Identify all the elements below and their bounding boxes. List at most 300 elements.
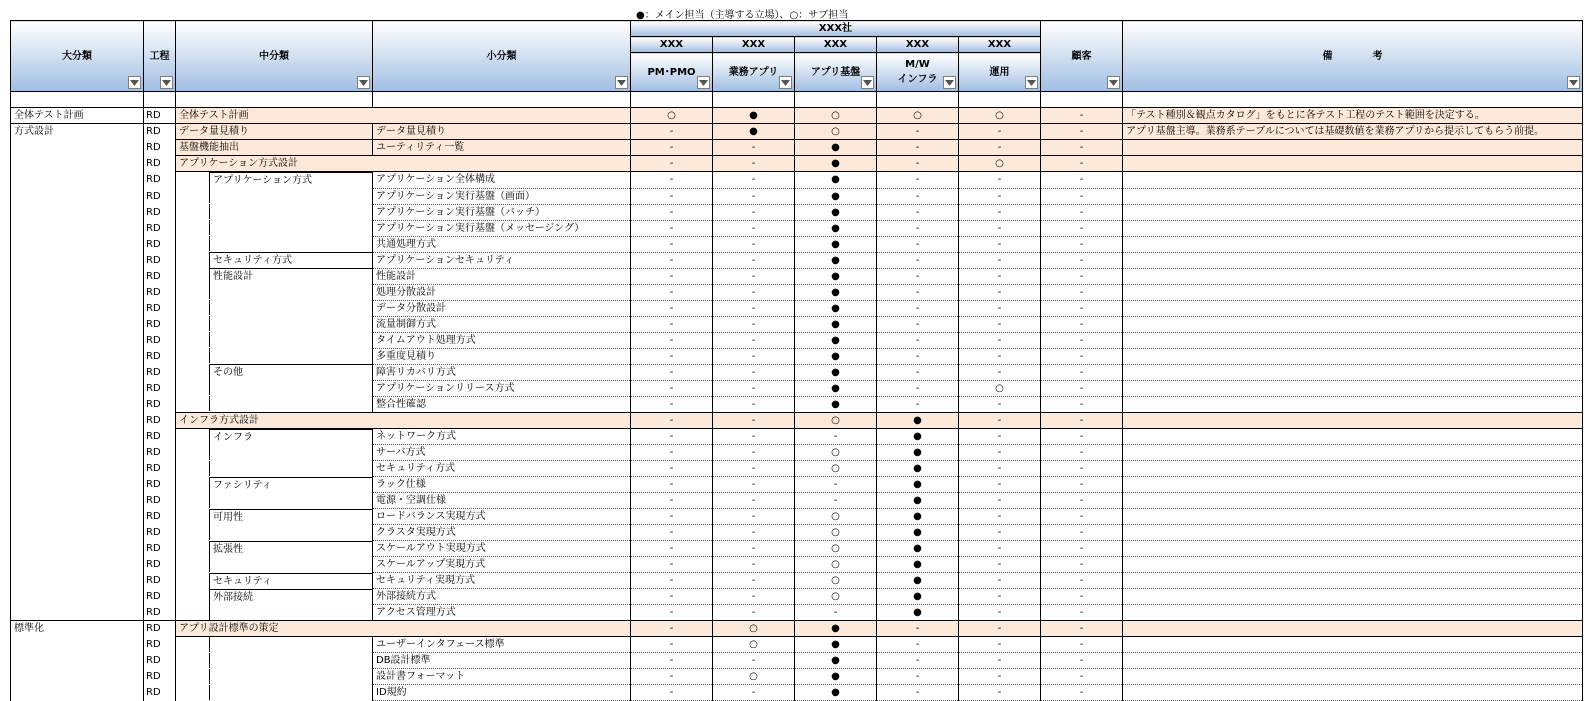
cell-mark: -: [1041, 589, 1123, 605]
filter-dropdown-icon[interactable]: [357, 76, 370, 89]
cell-sho: アプリケーション実行基盤（画面）: [373, 188, 631, 204]
cell-mark: -: [1041, 669, 1123, 685]
cell-mark: ●: [795, 621, 877, 637]
cell-mark: -: [631, 525, 713, 541]
cell-mark: ●: [795, 332, 877, 348]
cell-mark: -: [713, 188, 795, 204]
cell-mark: ○: [795, 412, 877, 428]
table-row[interactable]: [11, 204, 1583, 220]
cell-mark: -: [959, 220, 1041, 236]
cell-kotei: RD: [144, 573, 176, 589]
table-row[interactable]: [11, 284, 1583, 300]
cell-note: [1123, 669, 1583, 685]
table-row[interactable]: [11, 653, 1583, 669]
cell-chu: 基盤機能抽出: [176, 140, 373, 156]
cell-mid-label: 拡張性: [213, 543, 243, 555]
cell-mark: ●: [795, 252, 877, 268]
cell-sho: セキュリティ方式: [373, 461, 631, 477]
cell-mark: ●: [713, 108, 795, 124]
cell-mid-label: セキュリティ方式: [213, 255, 292, 266]
cell-note: [1123, 637, 1583, 653]
cell-mark: ○: [959, 108, 1041, 124]
cell-mark: -: [631, 396, 713, 412]
cell-mark: -: [959, 477, 1041, 493]
cell-dai: [11, 284, 144, 300]
cell-mark: -: [959, 445, 1041, 461]
cell-mark: -: [631, 284, 713, 300]
table-row[interactable]: [11, 541, 1583, 557]
cell-dai: [11, 364, 144, 380]
filter-dropdown-icon[interactable]: [697, 76, 710, 89]
cell-mark: -: [959, 348, 1041, 364]
cell-mark: ●: [877, 541, 959, 557]
table-row[interactable]: [11, 108, 1583, 124]
cell-mark: ○: [713, 621, 795, 637]
cell-mark: -: [1041, 156, 1123, 172]
cell-mark: ○: [959, 380, 1041, 396]
cell-dai: [11, 653, 144, 669]
cell-mark: ○: [877, 108, 959, 124]
cell-mark: -: [713, 236, 795, 252]
cell-dai: [11, 428, 144, 445]
cell-mid-label: 可用性: [213, 511, 243, 523]
cell-kotei: RD: [144, 172, 176, 189]
cell-mark: -: [1041, 428, 1123, 445]
cell-mark: ●: [877, 509, 959, 525]
filter-dropdown-icon[interactable]: [943, 76, 956, 89]
cell-kotei: RD: [144, 220, 176, 236]
cell-mark: -: [631, 124, 713, 140]
cell-mark: ○: [795, 573, 877, 589]
cell-note: [1123, 525, 1583, 541]
cell-mark: ●: [877, 573, 959, 589]
cell-sho: 共通処理方式: [373, 236, 631, 252]
cell-note: [1123, 140, 1583, 156]
cell-note: [1123, 412, 1583, 428]
cell-mark: ●: [877, 412, 959, 428]
cell-mark: ●: [795, 380, 877, 396]
cell-kotei: RD: [144, 428, 176, 445]
cell-mark: ○: [795, 557, 877, 573]
table-row[interactable]: [11, 637, 1583, 653]
cell-chu: [176, 589, 373, 605]
cell-note: [1123, 541, 1583, 557]
header-role: PM･PMO: [631, 53, 713, 92]
table-row[interactable]: [11, 140, 1583, 156]
header-kotei: 工程: [144, 21, 176, 92]
cell-mark: -: [1041, 445, 1123, 461]
table-row[interactable]: [11, 477, 1583, 493]
cell-mark: -: [713, 172, 795, 189]
table-row[interactable]: [11, 268, 1583, 284]
cell-chu: [176, 204, 373, 220]
cell-kotei: RD: [144, 332, 176, 348]
cell-mark: -: [713, 364, 795, 380]
cell-kotei: RD: [144, 380, 176, 396]
cell-chu: [176, 348, 373, 364]
cell-mark: -: [877, 236, 959, 252]
filter-dropdown-icon[interactable]: [1025, 76, 1038, 89]
cell-kotei: RD: [144, 605, 176, 621]
cell-dai: [11, 316, 144, 332]
cell-note: [1123, 204, 1583, 220]
cell-mark: -: [877, 316, 959, 332]
cell-mark: ●: [795, 364, 877, 380]
cell-mark: -: [631, 300, 713, 316]
header-sho: 小分類: [373, 21, 631, 92]
cell-mark: -: [713, 445, 795, 461]
cell-note: [1123, 316, 1583, 332]
table-row[interactable]: [11, 380, 1583, 396]
cell-dai: [11, 348, 144, 364]
cell-chu: 全体テスト計画: [176, 108, 373, 124]
filter-dropdown-icon[interactable]: [1567, 76, 1580, 89]
cell-mark: -: [877, 156, 959, 172]
cell-note: [1123, 685, 1583, 701]
cell-mark: -: [1041, 380, 1123, 396]
cell-sho: アプリケーション実行基盤（バッチ）: [373, 204, 631, 220]
cell-note: [1123, 268, 1583, 284]
cell-mark: -: [959, 124, 1041, 140]
cell-chu: [176, 332, 373, 348]
cell-mid-label: 性能設計: [213, 271, 253, 282]
cell-note: [1123, 605, 1583, 621]
cell-mark: -: [1041, 605, 1123, 621]
cell-mark: -: [631, 493, 713, 509]
cell-note: [1123, 573, 1583, 589]
cell-mark: ○: [713, 669, 795, 685]
cell-mark: -: [713, 493, 795, 509]
cell-dai: [11, 557, 144, 573]
table-row[interactable]: [11, 412, 1583, 428]
cell-sho: 設計書フォーマット: [373, 669, 631, 685]
cell-chu: インフラ方式設計: [176, 412, 373, 428]
cell-mark: -: [713, 509, 795, 525]
cell-kotei: RD: [144, 108, 176, 124]
table-row[interactable]: [11, 557, 1583, 573]
cell-mark: -: [631, 364, 713, 380]
table-row[interactable]: [11, 525, 1583, 541]
cell-dai: [11, 380, 144, 396]
cell-mark: ●: [795, 669, 877, 685]
cell-note: 「テスト種別＆観点カタログ」をもとに各テスト工程のテスト範囲を決定する。: [1123, 108, 1583, 124]
cell-sho: [373, 621, 631, 637]
cell-kotei: RD: [144, 621, 176, 637]
header-company: XXX社: [631, 21, 1041, 37]
cell-mark: ●: [795, 204, 877, 220]
cell-mark: -: [1041, 541, 1123, 557]
cell-chu: [176, 573, 373, 589]
cell-sho: タイムアウト処理方式: [373, 332, 631, 348]
cell-dai: [11, 541, 144, 557]
cell-dai: [11, 493, 144, 509]
cell-dai: 全体テスト計画: [11, 108, 144, 124]
cell-mark: -: [877, 348, 959, 364]
cell-kotei: RD: [144, 557, 176, 573]
header-role: 業務アプリ: [713, 53, 795, 92]
cell-mark: -: [713, 525, 795, 541]
filter-dropdown-icon[interactable]: [1107, 76, 1120, 89]
cell-mark: -: [631, 637, 713, 653]
cell-sho: アプリケーション実行基盤（メッセージング）: [373, 220, 631, 236]
cell-mark: ●: [877, 428, 959, 445]
filter-dropdown-icon[interactable]: [615, 76, 628, 89]
table-row[interactable]: [11, 252, 1583, 268]
cell-mark: -: [631, 589, 713, 605]
cell-sho: アプリケーションリリース方式: [373, 380, 631, 396]
cell-note: [1123, 252, 1583, 268]
cell-sho: [373, 412, 631, 428]
cell-mark: -: [795, 428, 877, 445]
cell-chu: [176, 445, 373, 461]
table-row[interactable]: [11, 621, 1583, 637]
table-row[interactable]: [11, 589, 1583, 605]
table-row[interactable]: [11, 220, 1583, 236]
cell-note: [1123, 461, 1583, 477]
cell-mark: -: [713, 605, 795, 621]
cell-chu: [176, 188, 373, 204]
cell-mark: -: [631, 573, 713, 589]
cell-dai: [11, 477, 144, 493]
cell-mark: ●: [795, 188, 877, 204]
cell-mark: -: [877, 621, 959, 637]
cell-dai: [11, 332, 144, 348]
cell-note: [1123, 477, 1583, 493]
cell-mark: -: [959, 653, 1041, 669]
cell-sho: ロードバランス実現方式: [373, 509, 631, 525]
cell-mark: -: [1041, 461, 1123, 477]
header-role: アプリ基盤: [795, 53, 877, 92]
cell-mark: ●: [795, 284, 877, 300]
cell-mark: ●: [877, 605, 959, 621]
cell-mark: ●: [795, 300, 877, 316]
cell-mark: -: [713, 156, 795, 172]
cell-mark: -: [959, 364, 1041, 380]
cell-mark: -: [877, 204, 959, 220]
cell-kotei: RD: [144, 541, 176, 557]
table-row[interactable]: [11, 685, 1583, 701]
cell-note: [1123, 188, 1583, 204]
cell-mark: -: [631, 557, 713, 573]
cell-mark: -: [877, 140, 959, 156]
cell-note: [1123, 621, 1583, 637]
cell-dai: [11, 412, 144, 428]
cell-mark: -: [877, 124, 959, 140]
cell-mark: -: [877, 380, 959, 396]
cell-chu: [176, 541, 373, 557]
cell-sho: ラック仕様: [373, 477, 631, 493]
cell-note: [1123, 428, 1583, 445]
cell-mark: -: [959, 557, 1041, 573]
cell-mark: -: [959, 589, 1041, 605]
cell-mark: -: [1041, 316, 1123, 332]
cell-mark: -: [713, 653, 795, 669]
cell-mark: -: [877, 188, 959, 204]
cell-kotei: RD: [144, 300, 176, 316]
cell-mark: -: [1041, 621, 1123, 637]
cell-mark: -: [631, 445, 713, 461]
cell-mark: -: [713, 140, 795, 156]
cell-mark: -: [631, 685, 713, 701]
cell-sho: 処理分散設計: [373, 284, 631, 300]
cell-mark: -: [713, 541, 795, 557]
cell-chu: [176, 477, 373, 493]
cell-dai: [11, 188, 144, 204]
cell-chu: [176, 396, 373, 412]
cell-chu: データ量見積り: [176, 124, 373, 140]
cell-mid-label: セキュリティ: [213, 575, 272, 587]
cell-dai: [11, 396, 144, 412]
cell-mark: -: [877, 396, 959, 412]
cell-mark: -: [1041, 332, 1123, 348]
table-row[interactable]: [11, 493, 1583, 509]
cell-mark: -: [631, 140, 713, 156]
cell-mark: -: [713, 252, 795, 268]
header-dai: 大分類: [11, 21, 144, 92]
cell-dai: [11, 669, 144, 685]
table-row[interactable]: [11, 236, 1583, 252]
cell-mark: -: [713, 284, 795, 300]
cell-mark: -: [877, 172, 959, 189]
cell-mark: -: [1041, 220, 1123, 236]
cell-mark: -: [959, 637, 1041, 653]
cell-mark: -: [631, 428, 713, 445]
cell-chu: [176, 685, 373, 701]
cell-chu: [176, 605, 373, 621]
cell-mark: ●: [877, 525, 959, 541]
cell-mark: -: [877, 669, 959, 685]
cell-mark: -: [1041, 140, 1123, 156]
cell-mark: -: [713, 204, 795, 220]
cell-dai: [11, 509, 144, 525]
cell-mark: -: [959, 525, 1041, 541]
cell-mark: -: [1041, 573, 1123, 589]
cell-sho: データ分散設計: [373, 300, 631, 316]
table-row[interactable]: [11, 509, 1583, 525]
table-row[interactable]: [11, 316, 1583, 332]
cell-chu: [176, 669, 373, 685]
filter-dropdown-icon[interactable]: [861, 76, 874, 89]
table-row[interactable]: [11, 364, 1583, 380]
cell-mark: -: [631, 172, 713, 189]
table-row[interactable]: [11, 445, 1583, 461]
cell-sho: 性能設計: [373, 268, 631, 284]
cell-dai: 方式設計: [11, 124, 144, 140]
cell-chu: [176, 637, 373, 653]
table-row[interactable]: [11, 396, 1583, 412]
table-row[interactable]: [11, 669, 1583, 685]
cell-chu: [176, 220, 373, 236]
header-role: M/W インフラ: [877, 53, 959, 92]
header-customer: 顧客: [1041, 21, 1123, 92]
cell-note: [1123, 220, 1583, 236]
table-body: [11, 92, 1583, 701]
table-header: [11, 21, 1583, 92]
table-row[interactable]: [11, 124, 1583, 140]
table-row[interactable]: [11, 156, 1583, 172]
table-row[interactable]: [11, 188, 1583, 204]
cell-note: [1123, 332, 1583, 348]
cell-chu: [176, 300, 373, 316]
cell-kotei: RD: [144, 509, 176, 525]
cell-mark: -: [877, 332, 959, 348]
cell-kotei: RD: [144, 493, 176, 509]
cell-mark: -: [795, 477, 877, 493]
cell-kotei: RD: [144, 364, 176, 380]
cell-dai: [11, 236, 144, 252]
filter-dropdown-icon[interactable]: [779, 76, 792, 89]
cell-chu: [176, 380, 373, 396]
cell-mark: -: [959, 461, 1041, 477]
cell-mark: -: [1041, 204, 1123, 220]
filter-dropdown-icon[interactable]: [128, 76, 141, 89]
cell-mark: -: [631, 653, 713, 669]
table-row[interactable]: [11, 348, 1583, 364]
cell-mark: -: [1041, 509, 1123, 525]
cell-mark: -: [713, 220, 795, 236]
table-row[interactable]: [11, 605, 1583, 621]
cell-mark: -: [877, 252, 959, 268]
table-row[interactable]: [11, 461, 1583, 477]
cell-mark: -: [631, 156, 713, 172]
cell-sho: スケールアップ実現方式: [373, 557, 631, 573]
cell-kotei: RD: [144, 396, 176, 412]
cell-mark: -: [631, 669, 713, 685]
cell-sho: ID規約: [373, 685, 631, 701]
table-row[interactable]: [11, 332, 1583, 348]
table-row[interactable]: [11, 428, 1583, 445]
cell-mark: -: [631, 621, 713, 637]
cell-dai: [11, 140, 144, 156]
cell-mark: -: [795, 605, 877, 621]
cell-mark: -: [959, 284, 1041, 300]
cell-mid-label: ファシリティ: [213, 479, 272, 491]
cell-mark: -: [1041, 284, 1123, 300]
filter-dropdown-icon[interactable]: [160, 76, 173, 89]
table-row[interactable]: [11, 172, 1583, 189]
cell-mark: ○: [795, 124, 877, 140]
cell-mark: -: [631, 477, 713, 493]
cell-mark: -: [1041, 236, 1123, 252]
header-org: XXX: [713, 37, 795, 53]
cell-mark: ○: [795, 589, 877, 605]
cell-sho: ユーザーインタフェース標準: [373, 637, 631, 653]
cell-dai: [11, 156, 144, 172]
cell-mark: -: [713, 380, 795, 396]
cell-mid-label: その他: [213, 367, 243, 378]
cell-dai: [11, 204, 144, 220]
cell-mark: -: [959, 685, 1041, 701]
cell-mark: ●: [713, 124, 795, 140]
cell-mark: -: [631, 348, 713, 364]
cell-sho: アプリケーション全体構成: [373, 172, 631, 189]
cell-mark: ○: [631, 108, 713, 124]
cell-note: [1123, 380, 1583, 396]
cell-kotei: RD: [144, 637, 176, 653]
cell-mark: -: [877, 284, 959, 300]
cell-sho: 多重度見積り: [373, 348, 631, 364]
table-row[interactable]: [11, 300, 1583, 316]
cell-mark: ●: [795, 172, 877, 189]
cell-mark: ●: [795, 685, 877, 701]
cell-chu: [176, 461, 373, 477]
cell-dai: [11, 685, 144, 701]
cell-mark: -: [1041, 108, 1123, 124]
cell-chu: [176, 268, 373, 284]
table-row[interactable]: [11, 573, 1583, 589]
cell-mark: -: [959, 268, 1041, 284]
cell-dai: [11, 589, 144, 605]
